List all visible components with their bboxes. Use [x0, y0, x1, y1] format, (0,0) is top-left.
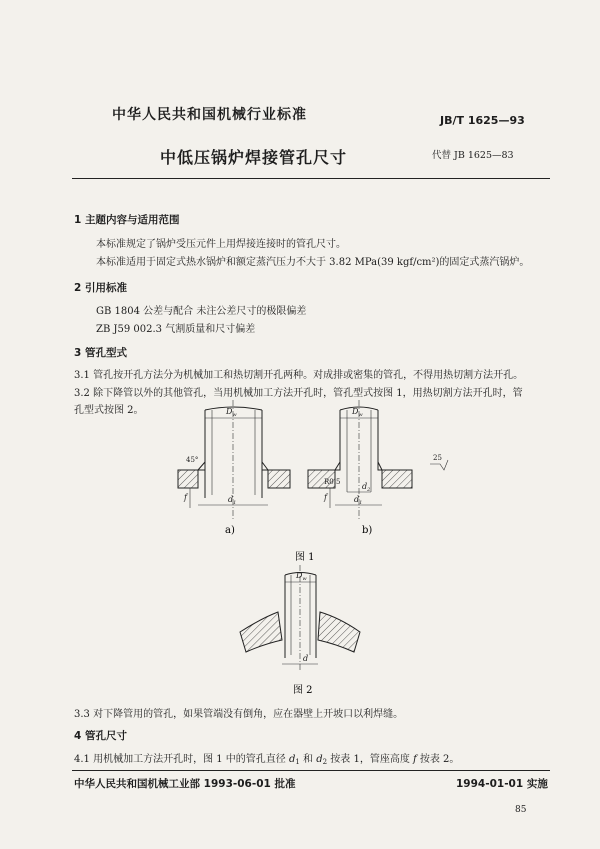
label-angle-a: 45°: [186, 456, 199, 464]
plate-right-b: [382, 470, 412, 488]
figure-2: [240, 565, 360, 696]
tube-walls-2: [285, 575, 316, 658]
section-1-para-2: 本标准适用于固定式热水锅炉和额定蒸汽压力不大于 3.82 MPa(39 kgf/cm²)的固定式蒸汽锅炉。: [96, 257, 530, 268]
weld-left-b: [335, 462, 340, 470]
weld-right-b: [378, 462, 382, 470]
approval-statement: 中华人民共和国机械工业部 1993-06-01 批准: [74, 778, 296, 790]
footer-rule: [72, 770, 550, 771]
clause-3-2-line-2: 孔型式按图 2。: [74, 405, 144, 416]
label-dw-b: $D_w$: [352, 407, 363, 418]
document-title: 中低压锅炉焊接管孔尺寸: [160, 148, 348, 167]
figure-1-caption: 图 1: [295, 552, 315, 563]
figure-1b: [308, 400, 448, 536]
label-f-a: f: [184, 493, 187, 502]
plate-right-a: [268, 470, 290, 488]
label-25: 25: [433, 454, 442, 462]
plate-left-a: [178, 470, 198, 488]
clause-3-1: 3.1 管孔按开孔方法分为机械加工和热切割开孔两种。对成排或密集的管孔，不得用热切割方法开孔。: [74, 370, 524, 381]
figure-1a-label: a): [225, 525, 235, 536]
weld-right-a: [262, 462, 268, 470]
section-4-heading: 4 管孔尺寸: [74, 730, 127, 742]
section-3-heading: 3 管孔型式: [74, 347, 127, 359]
page-number: 85: [515, 805, 527, 815]
replaces-note: 代替 JB 1625—83: [432, 150, 514, 161]
label-d2-b: $d_2$: [362, 482, 371, 493]
reference-2: ZB J59 002.3 气割质量和尺寸偏差: [96, 324, 256, 335]
clause-4-1: 4.1 用机械加工方法开孔时，图 1 中的管孔直径 $d_1$ 和 $d_2$ 按表 1，管座高度 f 按表 2。: [74, 754, 460, 766]
implementation-date: 1994-01-01 实施: [456, 778, 548, 790]
label-dw-a: $D_w$: [226, 407, 237, 418]
section-1-para-1: 本标准规定了锅炉受压元件上用焊接连接时的管孔尺寸。: [96, 239, 346, 250]
label-r-b: R0.5: [324, 478, 341, 486]
figure-1b-label: b): [362, 525, 373, 536]
weld-left-a: [198, 462, 205, 470]
issuing-organization: 中华人民共和国机械行业标准: [112, 107, 307, 123]
shell-right-2: [318, 612, 360, 652]
label-d-2: d: [303, 654, 309, 663]
tube-inner-a: [212, 410, 255, 495]
label-d1-a: $d_1$: [228, 495, 237, 506]
section-2-heading: 2 引用标准: [74, 282, 127, 294]
label-d1-b: $d_1$: [354, 495, 363, 506]
figure-1a: [178, 400, 290, 536]
shell-left-2: [240, 612, 282, 652]
tube-walls-a: [205, 410, 262, 498]
tube-inner-2: [291, 575, 310, 655]
label-f-b: f: [324, 493, 327, 502]
tube-top-a: [205, 407, 262, 410]
label-dw-2: $D_w$: [296, 571, 307, 582]
figure-2-caption: 图 2: [293, 685, 313, 696]
reference-1: GB 1804 公差与配合 未注公差尺寸的极限偏差: [96, 306, 307, 317]
standard-number: JB/T 1625—93: [440, 114, 525, 127]
clause-3-3: 3.3 对下降管用的管孔，如果管端没有倒角，应在器壁上开坡口以利焊缝。: [74, 709, 404, 720]
section-1-heading: 1 主题内容与适用范围: [74, 214, 180, 226]
clause-3-2-line-1: 3.2 除下降管以外的其他管孔，当用机械加工方法开孔时，管孔型式按图 1，用热切割方法开孔时，管: [74, 388, 523, 399]
